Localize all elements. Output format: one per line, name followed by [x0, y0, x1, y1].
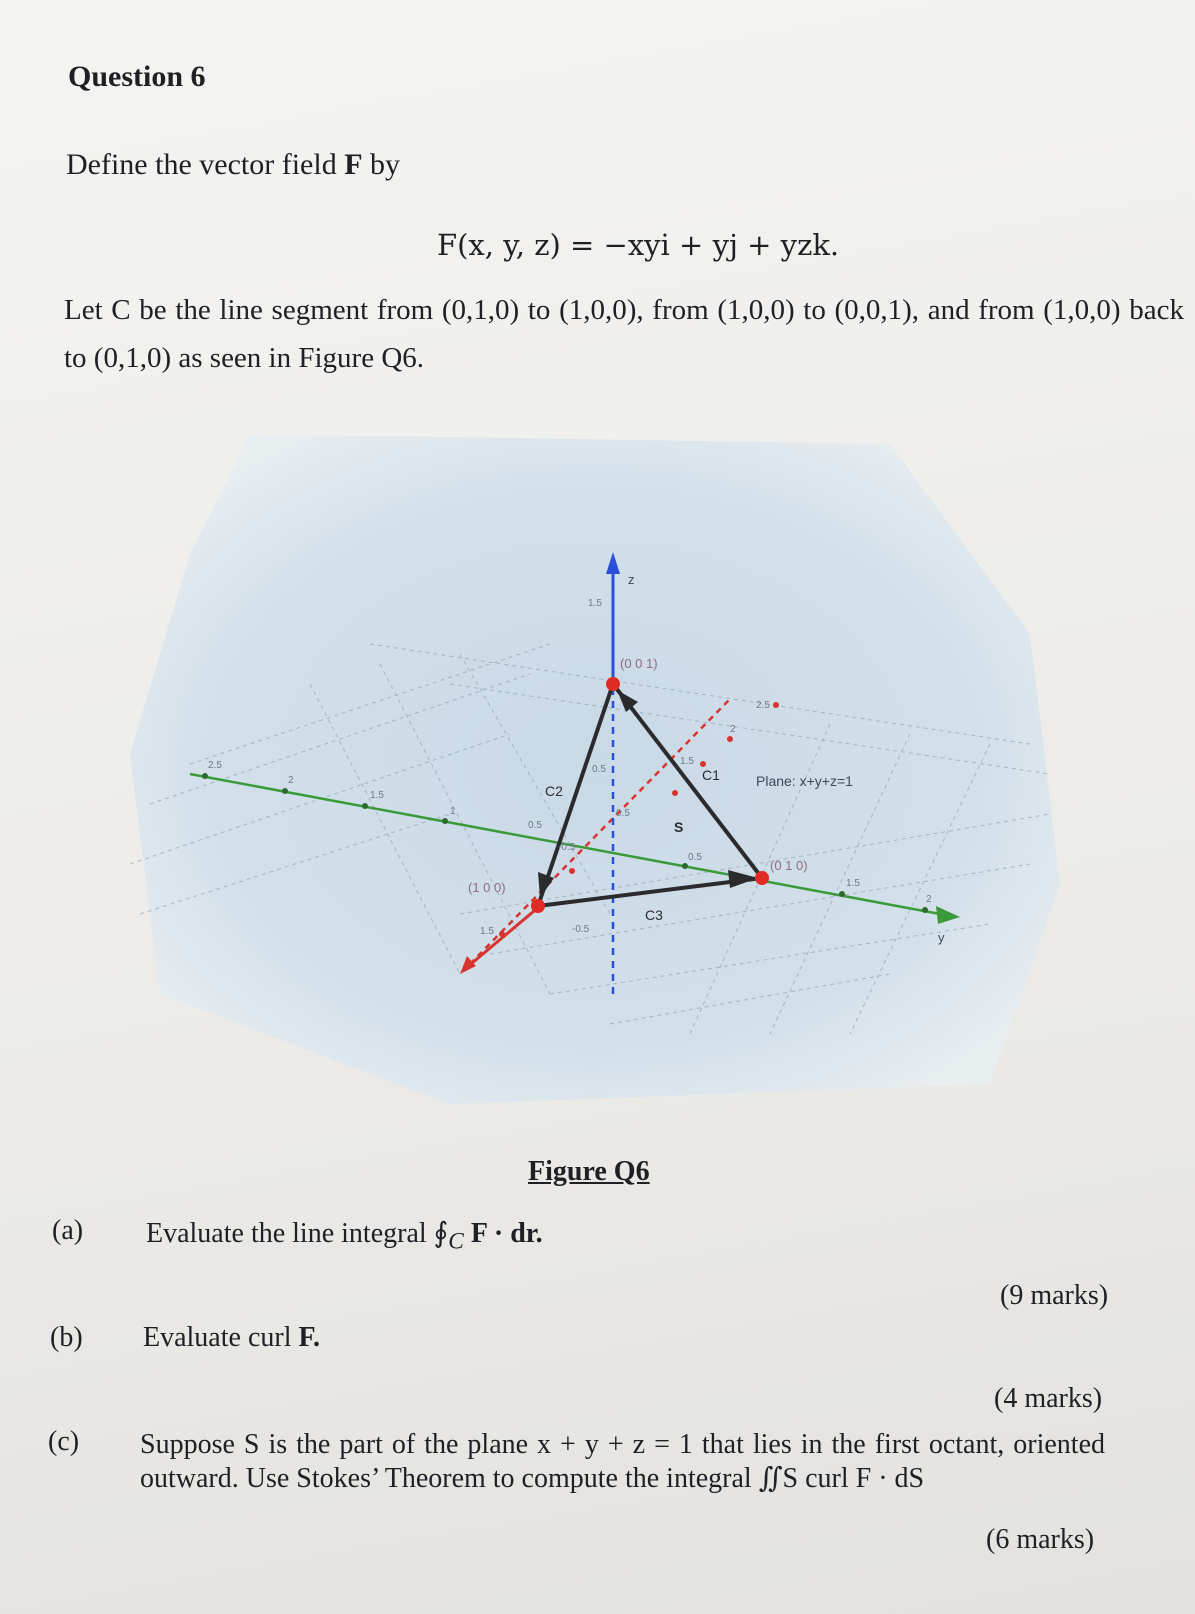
z-axis-label: z — [628, 572, 635, 587]
tick-d-05: 0.5 — [616, 808, 630, 819]
point-100-label: (1 0 0) — [468, 880, 506, 895]
figure-caption: Figure Q6 — [528, 1156, 650, 1187]
point-010-marker — [755, 871, 769, 885]
tick-x-15: 1.5 — [370, 790, 384, 801]
curve-description: Let C be the line segment from (0,1,0) to (1,0,0), from (1,0,0) to (0,0,1), and from (1,0,0) back to (0,1,0) as seen in Figure Q6. — [64, 294, 1184, 374]
tick-z-m05: -0.5 — [572, 924, 590, 935]
part-a-text-post: F · dr. — [470, 1218, 543, 1249]
part-b-marks: (4 marks) — [994, 1383, 1103, 1414]
tick-x-25: 2.5 — [208, 760, 222, 771]
part-a-label: (a) — [52, 1215, 84, 1246]
tick-neg-15: 1.5 — [480, 926, 494, 937]
figure-q6 — [130, 434, 1090, 1114]
part-a-marks: (9 marks) — [1000, 1280, 1109, 1311]
part-a-text — [146, 1216, 543, 1256]
intro-post: by — [362, 148, 401, 181]
c3-label: C3 — [645, 907, 663, 923]
point-001-marker — [606, 677, 620, 691]
part-b-text — [143, 1322, 320, 1354]
point-010-label: (0 1 0) — [770, 858, 808, 873]
c1-label: C1 — [702, 767, 720, 783]
tick-y-2: 2 — [926, 894, 932, 905]
tick-neg-05: -0.5 — [558, 842, 576, 853]
point-100-marker — [531, 899, 545, 913]
part-c-text: Suppose S is the part of the plane x + y + z = 1 that lies in the first octant, oriented outward. Use Stokes’ Theorem to compute the integral ∬S curl F · dS — [140, 1429, 1105, 1494]
part-c-label: (c) — [48, 1426, 80, 1457]
question-title: Question 6 — [68, 60, 206, 93]
intro-bold: F — [344, 148, 363, 181]
tick-d-15: 1.5 — [680, 756, 694, 767]
tick-x-2: 2 — [288, 775, 294, 786]
tick-x-05: 0.5 — [528, 820, 542, 831]
tick-y-15: 1.5 — [846, 878, 860, 889]
part-a-text-pre: Evaluate the line integral — [146, 1218, 434, 1249]
part-b-text-post: F. — [298, 1322, 321, 1353]
intro-line — [66, 148, 400, 182]
vector-field-equation: F(x, y, z) = −xyi + yj + yzk. — [437, 228, 840, 262]
part-b-label: (b) — [50, 1322, 83, 1353]
surface-label: S — [674, 819, 684, 835]
part-c-marks: (6 marks) — [986, 1524, 1095, 1555]
contour-integral-symbol: ∮ — [433, 1218, 449, 1249]
tick-d-25: 2.5 — [756, 700, 770, 711]
c2-label: C2 — [545, 783, 563, 799]
point-001-label: (0 0 1) — [620, 656, 658, 671]
integral-subscript: C — [448, 1228, 464, 1255]
tick-z-05: 0.5 — [592, 764, 606, 775]
part-b-text-pre: Evaluate curl — [143, 1322, 299, 1353]
intro-pre: Define the vector field — [66, 148, 345, 181]
plane-label: Plane: x+y+z=1 — [756, 773, 853, 789]
tick-y-05: 0.5 — [688, 852, 702, 863]
tick-z-15: 1.5 — [588, 598, 602, 609]
y-axis-label: y — [938, 930, 945, 945]
tick-d-2: 2 — [730, 724, 736, 735]
tick-x-1: 1 — [450, 806, 456, 817]
